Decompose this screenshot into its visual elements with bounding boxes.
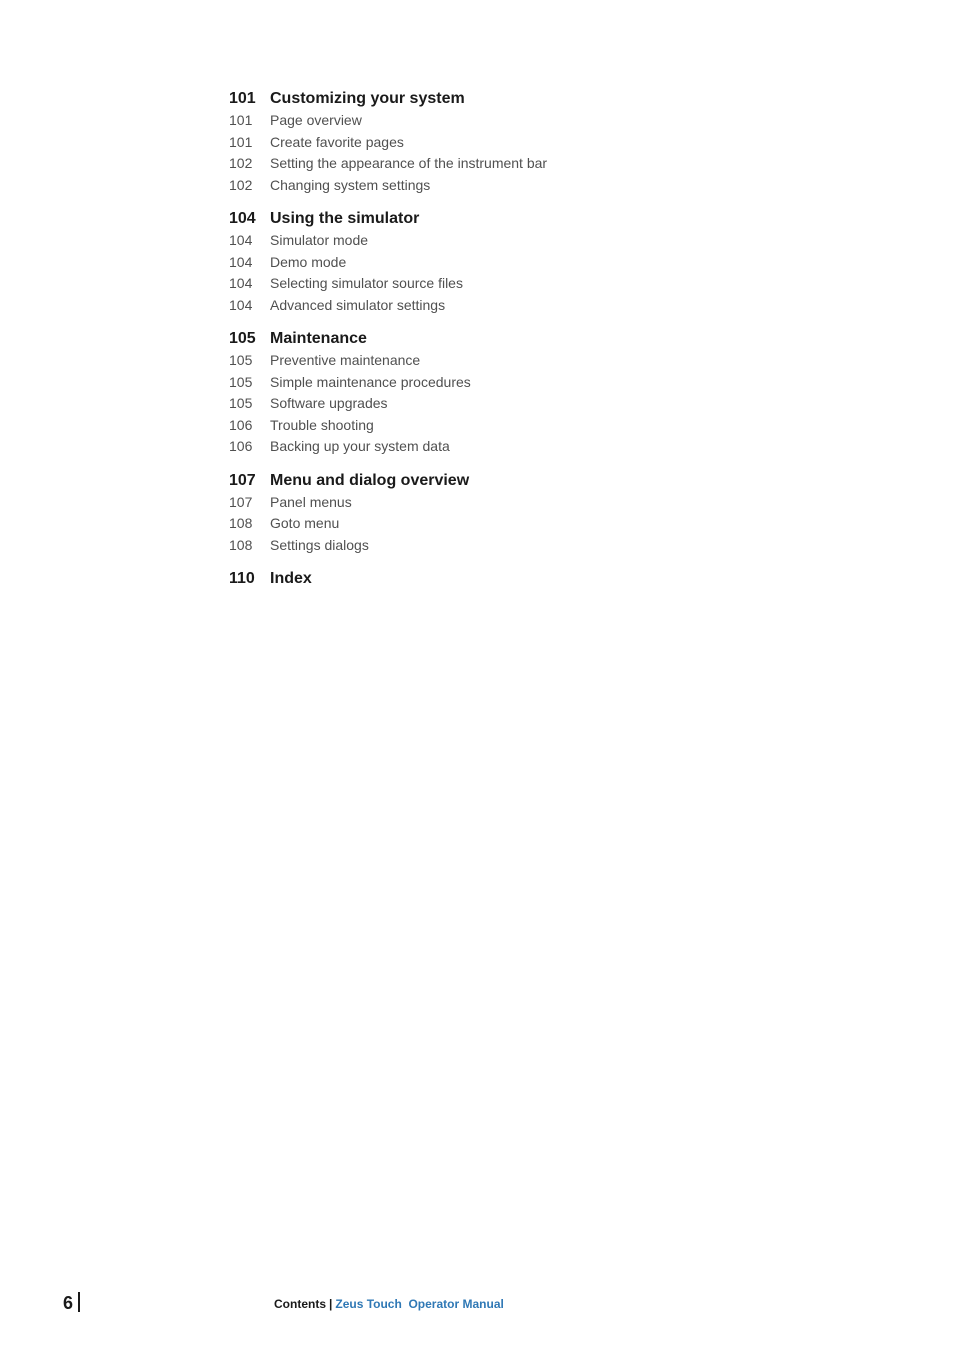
toc-section-heading[interactable] <box>229 568 829 590</box>
toc-section <box>229 88 829 196</box>
entry-title: Demo mode <box>270 253 347 270</box>
entry-page-number: 108 <box>229 536 253 553</box>
entry-title: Trouble shooting <box>270 416 374 433</box>
entry-page-number: 104 <box>229 275 253 291</box>
entry-title: Setting the appearance of the instrument bar <box>270 155 548 171</box>
entry-title: Panel menus <box>270 493 352 510</box>
entry-title: Backing up your system data <box>270 438 450 454</box>
toc-section <box>229 568 829 590</box>
entry-page-number: 105 <box>229 373 253 390</box>
toc-entry[interactable] <box>229 295 829 317</box>
toc-section-heading[interactable] <box>229 328 829 350</box>
page-number: 6 <box>63 1293 74 1313</box>
toc-entry[interactable] <box>229 513 829 535</box>
running-footer <box>274 1295 504 1313</box>
footer-page-number <box>63 1291 80 1315</box>
table-of-contents <box>229 88 829 602</box>
entry-title: Advanced simulator settings <box>270 296 446 313</box>
section-page-number: 101 <box>229 90 256 107</box>
entry-title: Simple maintenance procedures <box>270 373 471 390</box>
entry-title: Selecting simulator source files <box>270 275 463 291</box>
section-title: Index <box>270 570 312 587</box>
toc-section <box>229 470 829 557</box>
entry-title: Simulator mode <box>270 232 369 248</box>
footer-section-label: Contents <box>274 1297 326 1311</box>
entry-title: Create favorite pages <box>270 133 404 150</box>
entry-title: Software upgrades <box>270 395 388 411</box>
toc-entry[interactable] <box>229 273 829 295</box>
entry-page-number: 102 <box>229 155 253 171</box>
entry-title: Preventive maintenance <box>270 352 421 368</box>
entry-page-number: 104 <box>229 296 253 313</box>
toc-section-heading[interactable] <box>229 208 829 230</box>
toc-entry[interactable] <box>229 230 829 252</box>
toc-section-heading[interactable] <box>229 470 829 492</box>
entry-title: Goto menu <box>270 515 340 531</box>
toc-section <box>229 328 829 458</box>
toc-entry[interactable] <box>229 175 829 197</box>
entry-page-number: 107 <box>229 493 253 510</box>
entry-page-number: 108 <box>229 515 253 531</box>
section-page-number: 107 <box>229 471 256 489</box>
footer-separator: | <box>329 1297 333 1311</box>
footer-manual-title: Zeus Touch Operator Manual <box>335 1297 504 1311</box>
entry-page-number: 101 <box>229 112 253 128</box>
toc-entry[interactable] <box>229 252 829 274</box>
section-title: Maintenance <box>270 330 367 347</box>
section-page-number: 105 <box>229 330 256 347</box>
entry-page-number: 104 <box>229 232 253 248</box>
toc-entry[interactable] <box>229 415 829 437</box>
entry-page-number: 101 <box>229 133 253 150</box>
entry-page-number: 106 <box>229 438 253 454</box>
section-page-number: 110 <box>229 570 255 587</box>
section-title: Menu and dialog overview <box>270 471 470 489</box>
entry-title: Settings dialogs <box>270 536 369 553</box>
entry-title: Changing system settings <box>270 176 431 193</box>
toc-entry[interactable] <box>229 393 829 415</box>
entry-page-number: 102 <box>229 176 253 193</box>
toc-entry[interactable] <box>229 535 829 557</box>
toc-entry[interactable] <box>229 110 829 132</box>
toc-section <box>229 208 829 316</box>
page-number-divider <box>78 1292 80 1312</box>
section-title: Customizing your system <box>270 90 465 107</box>
section-title: Using the simulator <box>270 210 420 227</box>
toc-entry[interactable] <box>229 436 829 458</box>
entry-page-number: 104 <box>229 253 253 270</box>
toc-entry[interactable] <box>229 153 829 175</box>
toc-section-heading[interactable] <box>229 88 829 110</box>
entry-page-number: 105 <box>229 352 253 368</box>
section-page-number: 104 <box>229 210 256 227</box>
entry-title: Page overview <box>270 112 362 128</box>
toc-entry[interactable] <box>229 372 829 394</box>
entry-page-number: 105 <box>229 395 253 411</box>
toc-entry[interactable] <box>229 132 829 154</box>
toc-entry[interactable] <box>229 350 829 372</box>
entry-page-number: 106 <box>229 416 253 433</box>
toc-entry[interactable] <box>229 492 829 514</box>
